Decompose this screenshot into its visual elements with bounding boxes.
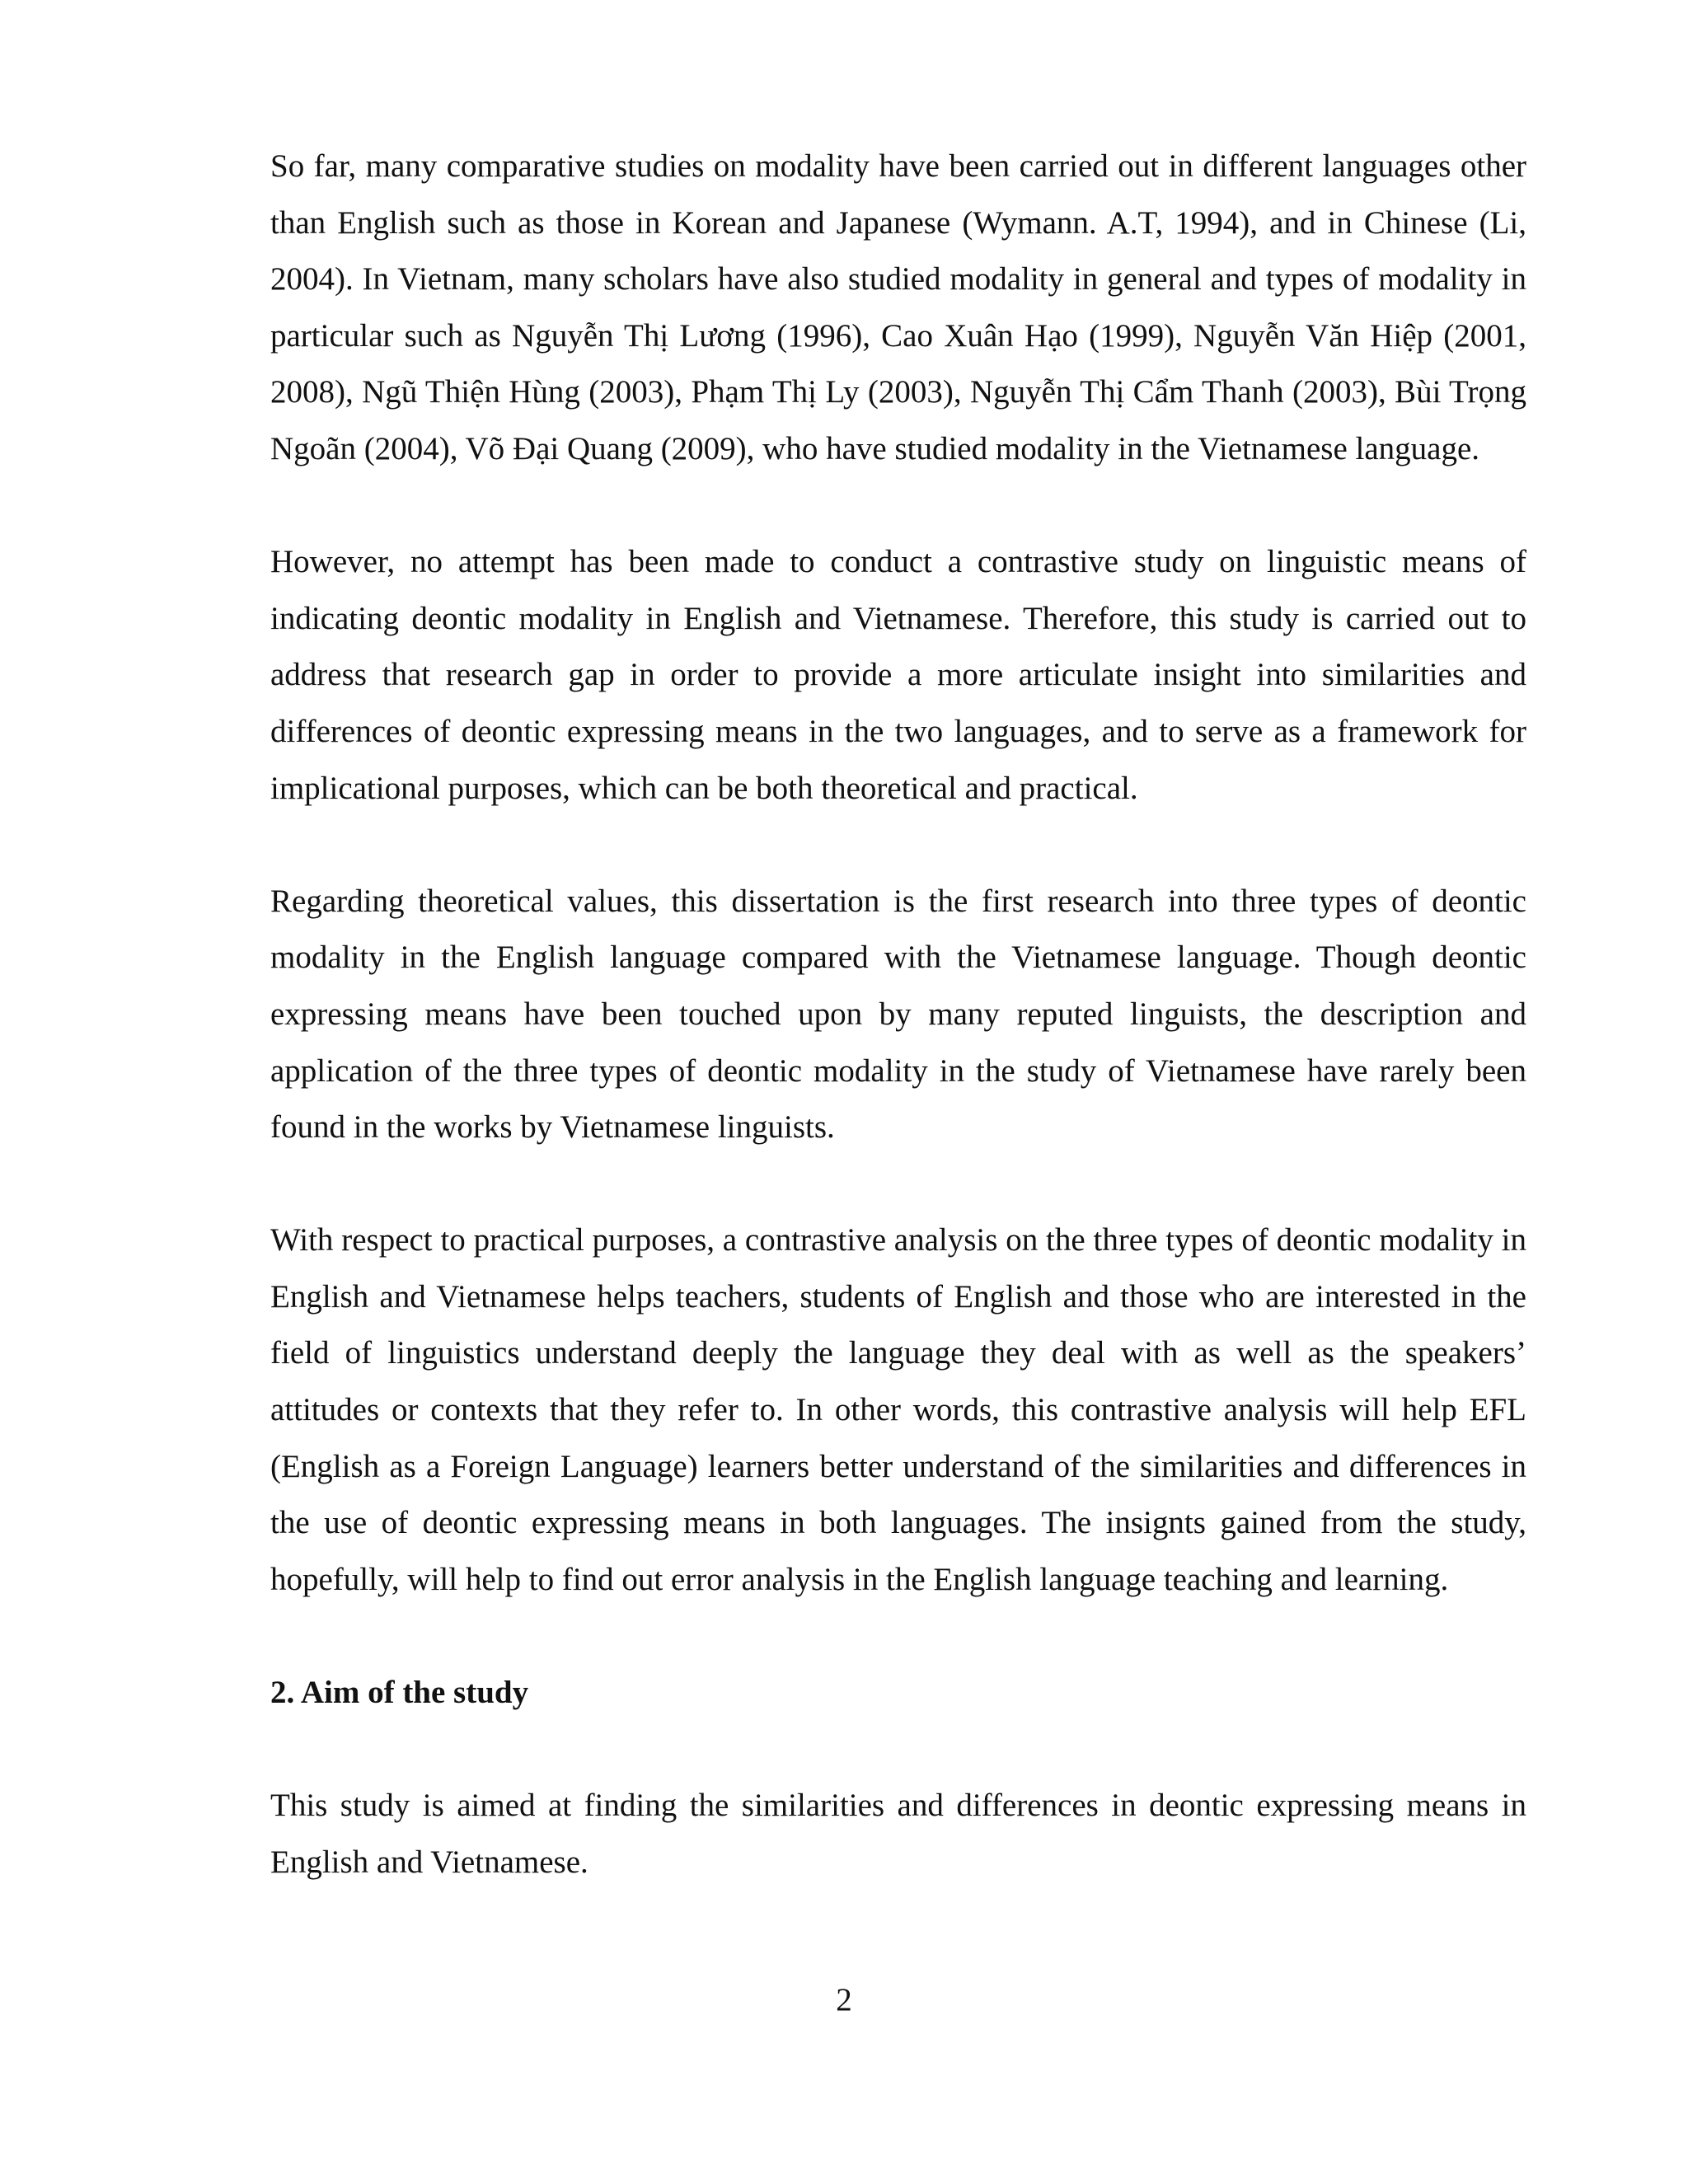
section-heading-aim: 2. Aim of the study	[270, 1675, 529, 1711]
paragraph-prior-studies: So far, many comparative studies on modality have been carried out in different languages other than English such as those in Korean and Japanese (Wymann. A.T, 1994), and in Chinese (Li, 2004). In Vietnam, many scholars have also studied modality in general and types of modality in particular such as Nguyễn Thị Lương (1996), Cao Xuân Hạo (1999), Nguyễn Văn Hiệp (2001, 2008), Ngũ Thiện Hùng (2003), Phạm Thị Ly (2003), Nguyễn Thị Cẩm Thanh (2003), Bùi Trọng Ngoãn (2004), Võ Đại Quang (2009), who have studied modality in the Vietnamese language.	[270, 148, 1526, 466]
paragraph-practical-purposes: With respect to practical purposes, a contrastive analysis on the three types of deontic modality in English and Vietnamese helps teachers, students of English and those who are interested in the field of linguistics understand deeply the language they deal with as well as the speakers’ attitudes or contexts that they refer to. In other words, this contrastive analysis will help EFL (English as a Foreign Language) learners better understand of the similarities and differences in the use of deontic expressing means in both languages. The insignts gained from the study, hopefully, will help to find out error analysis in the English language teaching and learning.	[270, 1222, 1526, 1597]
paragraph-research-gap: However, no attempt has been made to conduct a contrastive study on linguistic means of indicating deontic modality in English and Vietnamese. Therefore, this study is carried out to address that research gap in order to provide a more articulate insight into similarities and differences of deontic expressing means in the two languages, and to serve as a framework for implicational purposes, which can be both theoretical and practical.	[270, 544, 1526, 806]
page-body	[270, 138, 1526, 1947]
paragraph-aim-body: This study is aimed at finding the similarities and differences in deontic expressing means in English and Vietnamese.	[270, 1788, 1526, 1880]
paragraph-theoretical-values: Regarding theoretical values, this dissertation is the first research into three types of deontic modality in the English language compared with the Vietnamese language. Though deontic expressing means have been touched upon by many reputed linguists, the description and application of the three types of deontic modality in the study of Vietnamese have rarely been found in the works by Vietnamese linguists.	[270, 883, 1526, 1146]
page-number: 2	[836, 1982, 852, 2018]
